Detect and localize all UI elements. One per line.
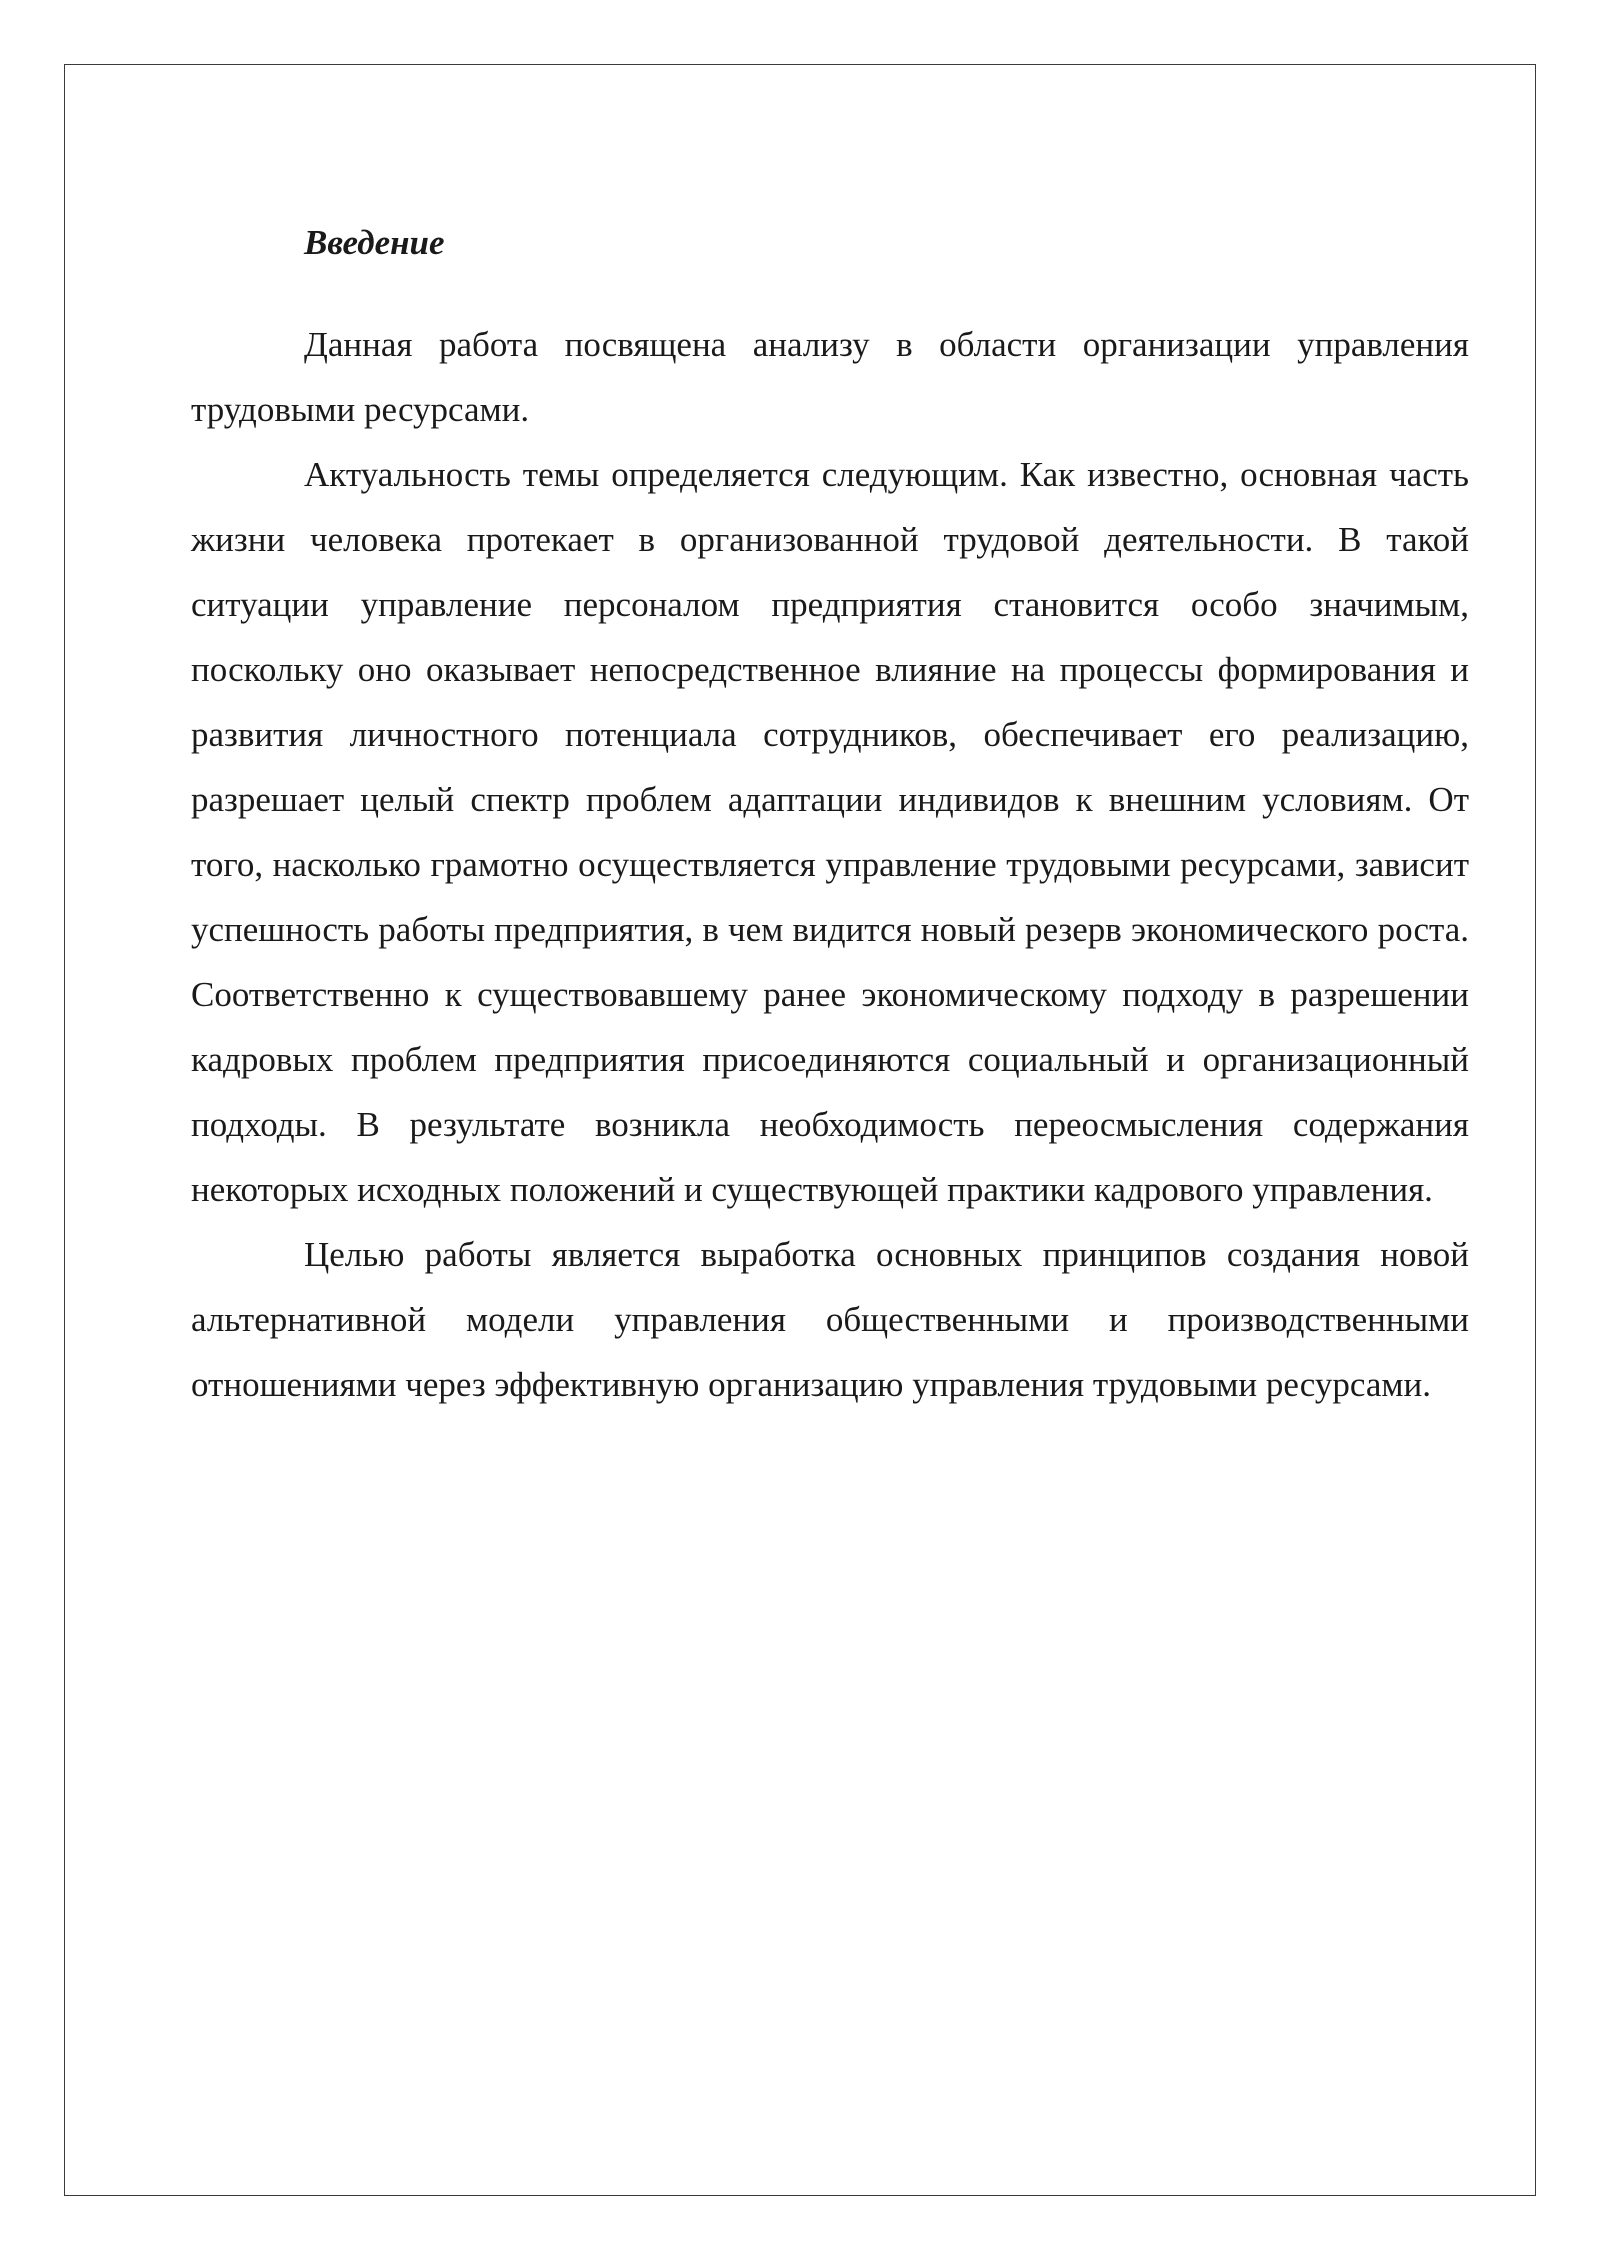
paragraph-relevance: Актуальность темы определяется следующим. Как известно, основная часть жизни человека протекает в организованной трудовой деятельности. В такой ситуации управление персоналом предприятия становится особо значимым, поскольку оно оказывает непосредственное влияние на процессы формирования и развития личностного потенциала сотрудников, обеспечивает его реализацию, разрешает целый спектр проблем адаптации индивидов к внешним условиям. От того, насколько грамотно осуществляется управление трудовыми ресурсами, зависит успешность работы предприятия, в чем видится новый резерв экономического роста. Соответственно к существовавшему ранее экономическому подходу в разрешении кадровых проблем предприятия присоединяются социальный и организационный подходы. В результате возникла необходимость переосмысления содержания некоторых исходных положений и существующей практики кадрового управления. [191, 455, 1469, 1209]
paragraph-intro: Данная работа посвящена анализу в области организации управления трудовыми ресурсами. [191, 325, 1469, 429]
section-heading: Введение [304, 223, 445, 262]
document-body [191, 220, 1469, 1417]
paragraph-goal: Целью работы является выработка основных принципов создания новой альтернативной модели управления общественными и производственными отношениями через эффективную организацию управления трудовыми ресурсами. [191, 1235, 1469, 1404]
